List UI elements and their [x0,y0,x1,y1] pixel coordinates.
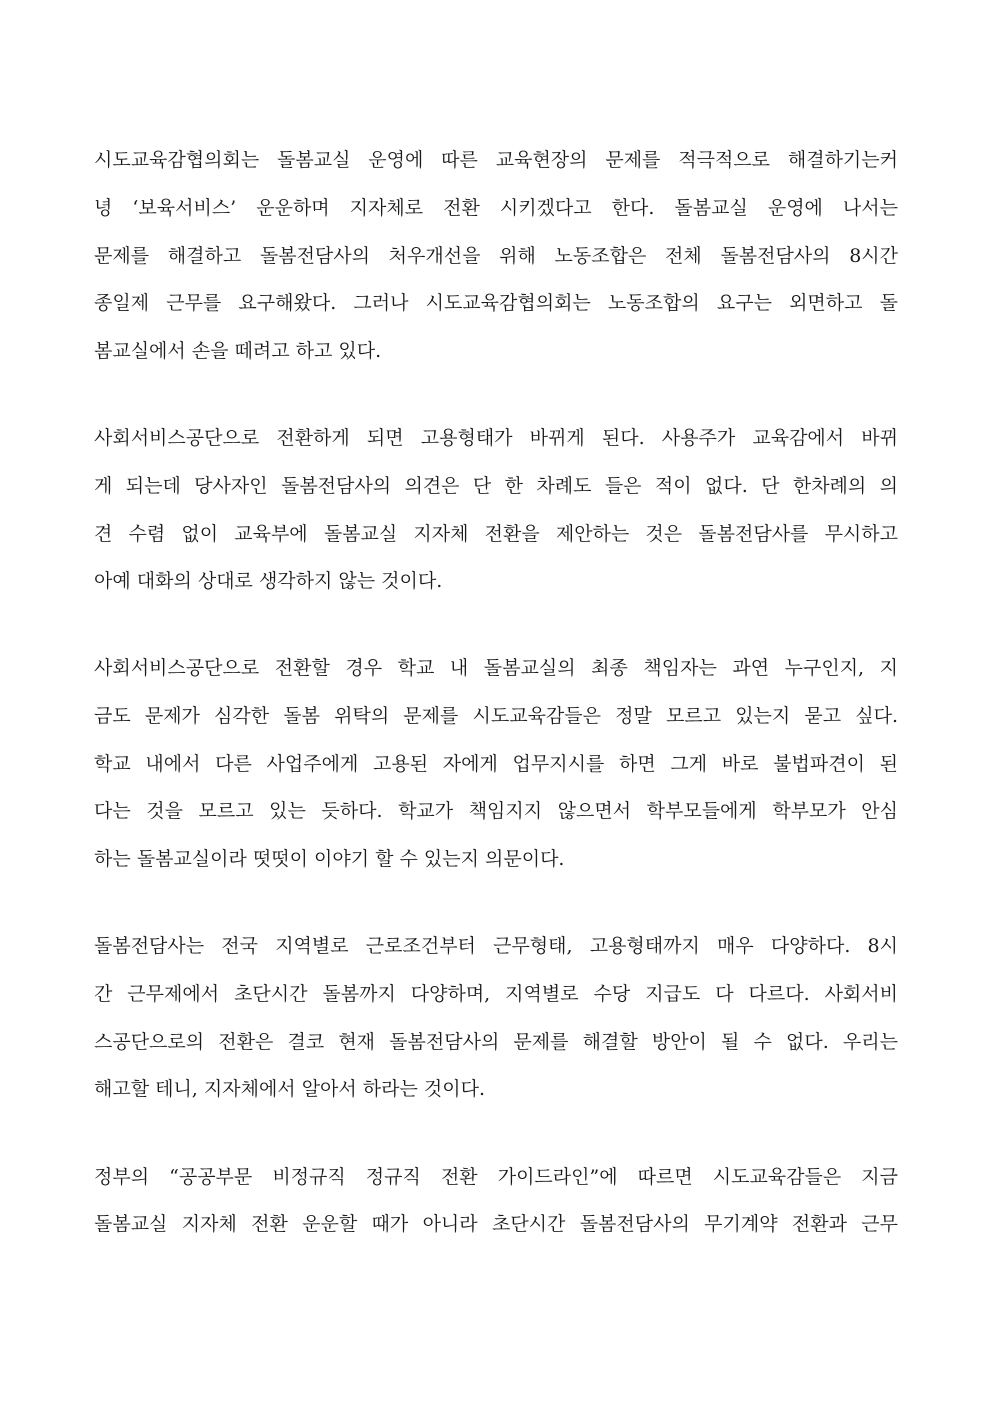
paragraph-4-line-1: 돌봄전담사는 전국 지역별로 근로조건부터 근무형태, 고용형태까지 매우 다양하다. 8시 [94,935,898,957]
paragraph-3-line-1: 사회서비스공단으로 전환할 경우 학교 내 돌봄교실의 최종 책임자는 과연 누구인지, 지 [94,657,898,679]
paragraph-3-line-4: 다는 것을 모르고 있는 듯하다. 학교가 책임지지 않으면서 학부모들에게 학부모가 안심 [94,800,898,822]
paragraph-2-line-2: 게 되는데 당사자인 돌봄전담사의 의견은 단 한 차례도 들은 적이 없다. 단 한차례의 의 [94,475,898,497]
paragraph-2-line-3: 견 수렴 없이 교육부에 돌봄교실 지자체 전환을 제안하는 것은 돌봄전담사를 무시하고 [94,523,898,545]
paragraph-1-line-5: 봄교실에서 손을 떼려고 하고 있다. [94,340,382,362]
paragraph-5-line-1: 정부의 “공공부문 비정규직 정규직 전환 가이드라인”에 따르면 시도교육감들은 지금 [94,1166,898,1188]
paragraph-2-line-1: 사회서비스공단으로 전환하게 되면 고용형태가 바뀌게 된다. 사용주가 교육감에서 바뀌 [94,427,898,449]
paragraph-3-line-3: 학교 내에서 다른 사업주에게 고용된 자에게 업무지시를 하면 그게 바로 불법파견이 된 [94,753,898,775]
paragraph-1-line-4: 종일제 근무를 요구해왔다. 그러나 시도교육감협의회는 노동조합의 요구는 외면하고 돌 [94,292,898,314]
paragraph-1-line-3: 문제를 해결하고 돌봄전담사의 처우개선을 위해 노동조합은 전체 돌봄전담사의 8시간 [94,245,898,267]
paragraph-3-line-5: 하는 돌봄교실이라 떳떳이 이야기 할 수 있는지 의문이다. [94,848,565,870]
paragraph-4-line-3: 스공단으로의 전환은 결코 현재 돌봄전담사의 문제를 해결할 방안이 될 수 없다. 우리는 [94,1031,898,1053]
paragraph-1-line-1: 시도교육감협의회는 돌봄교실 운영에 따른 교육현장의 문제를 적극적으로 해결하기는커 [94,149,898,171]
paragraph-4-line-4: 해고할 테니, 지자체에서 알아서 하라는 것이다. [94,1078,486,1100]
paragraph-5-line-2: 돌봄교실 지자체 전환 운운할 때가 아니라 초단시간 돌봄전담사의 무기계약 전환과 근무 [94,1213,898,1235]
paragraph-4-line-2: 간 근무제에서 초단시간 돌봄까지 다양하며, 지역별로 수당 지급도 다 다르다. 사회서비 [94,983,898,1005]
paragraph-3-line-2: 금도 문제가 심각한 돌봄 위탁의 문제를 시도교육감들은 정말 모르고 있는지 묻고 싶다. [94,705,898,727]
paragraph-1-line-2: 녕 ‘보육서비스’ 운운하며 지자체로 전환 시키겠다고 한다. 돌봄교실 운영에 나서는 [94,197,898,219]
paragraph-2-line-4: 아예 대화의 상대로 생각하지 않는 것이다. [94,570,443,592]
